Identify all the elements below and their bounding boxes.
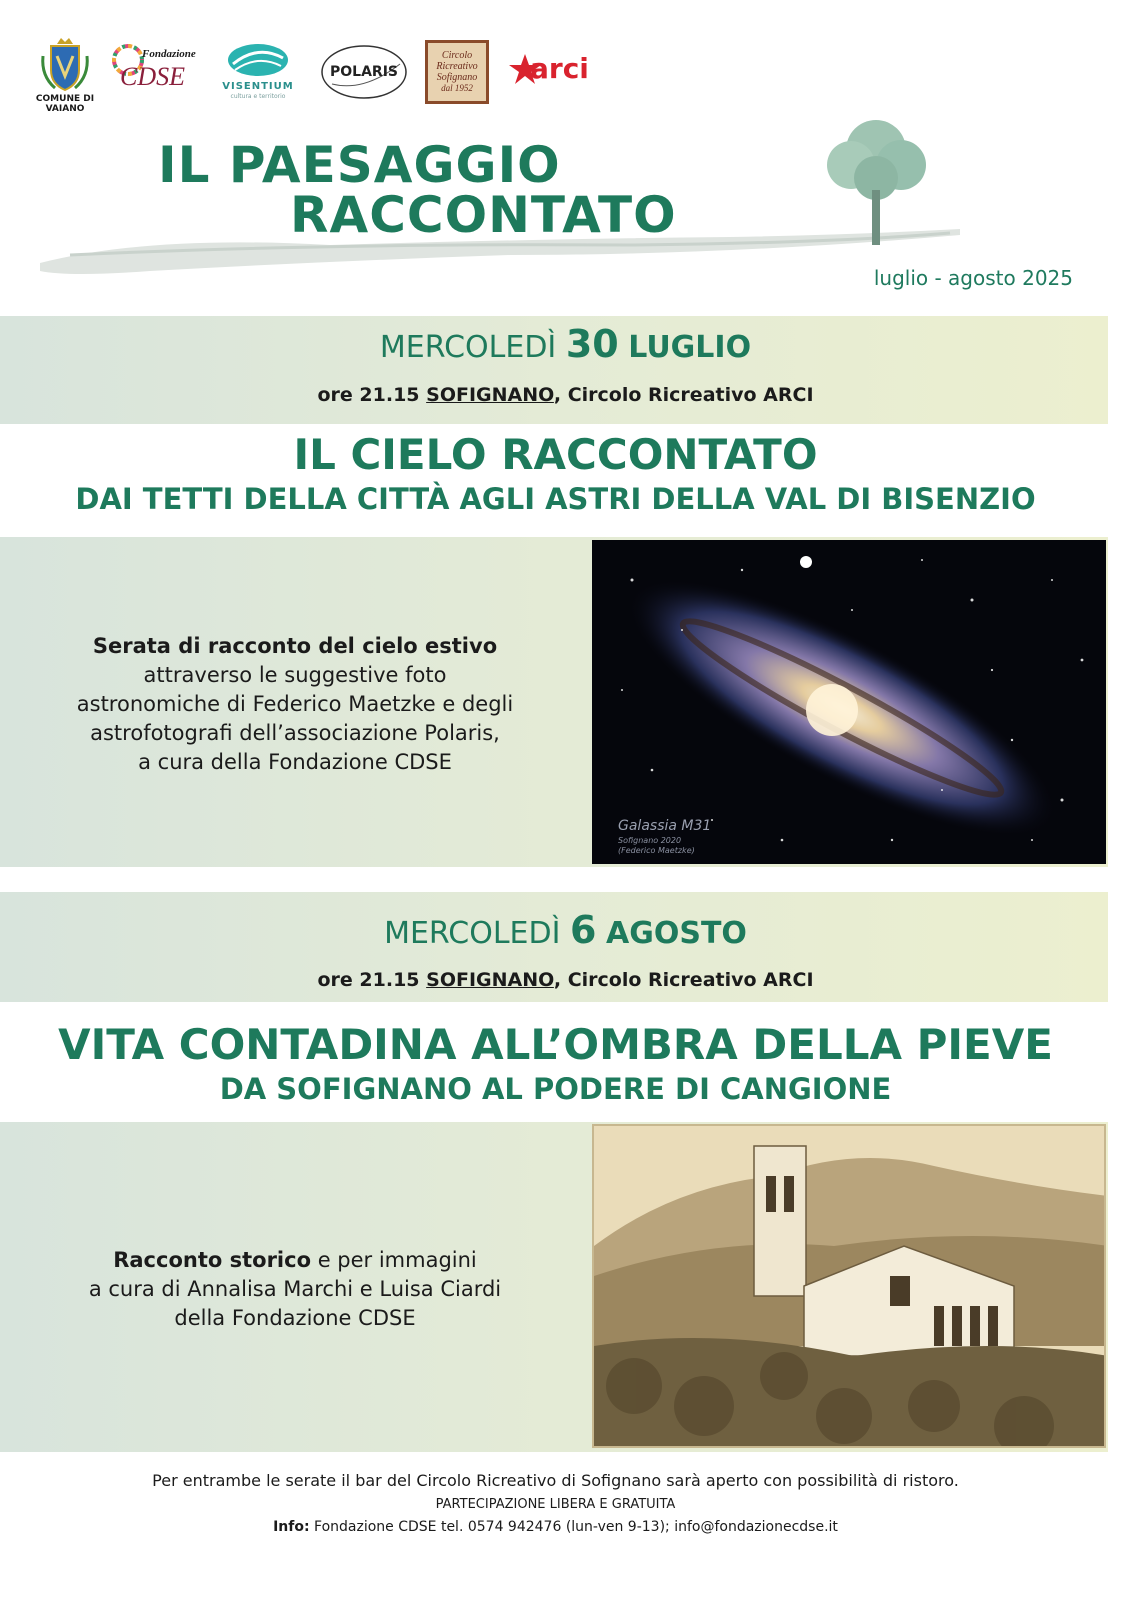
event1-venue: , Circolo Ricreativo ARCI — [553, 384, 814, 406]
logo-visentium — [212, 40, 304, 102]
event1-description — [20, 632, 570, 777]
event2-place: SOFIGNANO — [426, 969, 554, 991]
circolo-line3: Sofignano — [436, 72, 478, 83]
logo-polaris — [320, 44, 408, 100]
main-title-line2: RACCONTATO — [290, 186, 677, 244]
event2-desc-line1: a cura di Annalisa Marchi e Luisa Ciardi — [88, 1277, 502, 1301]
event2-weekday: MERCOLEDÌ — [384, 916, 561, 951]
event2-date-heading — [0, 908, 1131, 952]
event2-description — [20, 1246, 570, 1333]
event2-desc-line2: della Fondazione CDSE — [174, 1306, 416, 1330]
event1-subtitle: DAI TETTI DELLA CITTÀ AGLI ASTRI DELLA VAL DI BISENZIO — [75, 482, 1036, 516]
event1-weekday: MERCOLEDÌ — [379, 330, 557, 365]
galaxy-caption: Galassia M31 — [618, 818, 712, 834]
event1-desc-line2: astronomiche di Federico Maetzke e degli — [76, 692, 514, 716]
visentium-tagline: cultura e territorio — [230, 93, 286, 100]
circolo-line2: Ricreativo — [436, 61, 478, 72]
event2-time-line — [0, 969, 1131, 991]
event2-venue: , Circolo Ricreativo ARCI — [553, 969, 814, 991]
logo-arci — [508, 44, 588, 100]
footer-info — [0, 1519, 1121, 1535]
main-title-line1: IL PAESAGGIO — [158, 136, 561, 194]
visentium-leaf-icon — [225, 40, 291, 80]
galaxy-caption-sub2: (Federico Maetzke) — [618, 846, 695, 855]
galaxy-photo — [592, 540, 1106, 864]
pieve-photo — [592, 1124, 1106, 1448]
coat-of-arms-icon — [37, 36, 93, 94]
event1-date-heading — [0, 322, 1131, 366]
event1-desc-line1: attraverso le suggestive foto — [143, 663, 447, 687]
event1-desc-bold: Serata di racconto del cielo estivo — [92, 634, 498, 658]
visentium-name: VISENTIUM — [222, 81, 294, 92]
galaxy-caption-sub1: Sofignano 2020 — [618, 836, 682, 845]
circolo-line4: dal 1952 — [441, 83, 473, 93]
event2-subtitle: DA SOFIGNANO AL PODERE DI CANGIONE — [219, 1072, 892, 1106]
cdse-name: CDSE — [120, 62, 185, 91]
event1-title: IL CIELO RACCONTATO — [293, 430, 818, 479]
event2-title: VITA CONTADINA ALL’OMBRA DELLA PIEVE — [58, 1020, 1053, 1069]
event1-desc-line4: a cura della Fondazione CDSE — [138, 750, 452, 774]
logo-comune-vaiano — [30, 36, 100, 114]
event1-place: SOFIGNANO — [426, 384, 554, 406]
church-illustration — [594, 1126, 1106, 1448]
cdse-prefix: Fondazione — [142, 48, 196, 60]
event2-desc-rest: e per immagini — [311, 1248, 477, 1272]
footer-info-text: Fondazione CDSE tel. 0574 942476 (lun-ven 9-13); info@fondazionecdse.it — [309, 1519, 838, 1535]
polaris-name: POLARIS — [330, 64, 398, 80]
circolo-line1: Circolo — [441, 50, 473, 61]
comune-line2: VAIANO — [45, 104, 85, 114]
event1-month: LUGLIO — [628, 330, 752, 365]
tree-icon — [806, 110, 946, 250]
event1-time: ore 21.15 — [317, 384, 420, 406]
footer-free-entry: PARTECIPAZIONE LIBERA E GRATUITA — [435, 1497, 676, 1512]
event1-time-line — [0, 384, 1131, 406]
event2-month: AGOSTO — [606, 916, 747, 951]
event1-day: 30 — [565, 322, 619, 366]
event2-time: ore 21.15 — [317, 969, 420, 991]
footer-note: Per entrambe le serate il bar del Circolo Ricreativo di Sofignano sarà aperto con possibilità di ristoro. — [152, 1471, 959, 1490]
period-label: luglio - agosto 2025 — [873, 266, 1073, 290]
arci-name: arci — [530, 52, 589, 85]
event2-desc-bold: Racconto storico — [113, 1248, 312, 1272]
galaxy-illustration — [592, 540, 1106, 864]
comune-line1: COMUNE DI — [35, 94, 95, 104]
event1-desc-line3: astrofotografi dell’associazione Polaris, — [90, 721, 500, 745]
footer-info-label: Info: — [273, 1519, 310, 1535]
logo-circolo-sofignano — [425, 40, 489, 104]
event2-day: 6 — [570, 908, 597, 952]
